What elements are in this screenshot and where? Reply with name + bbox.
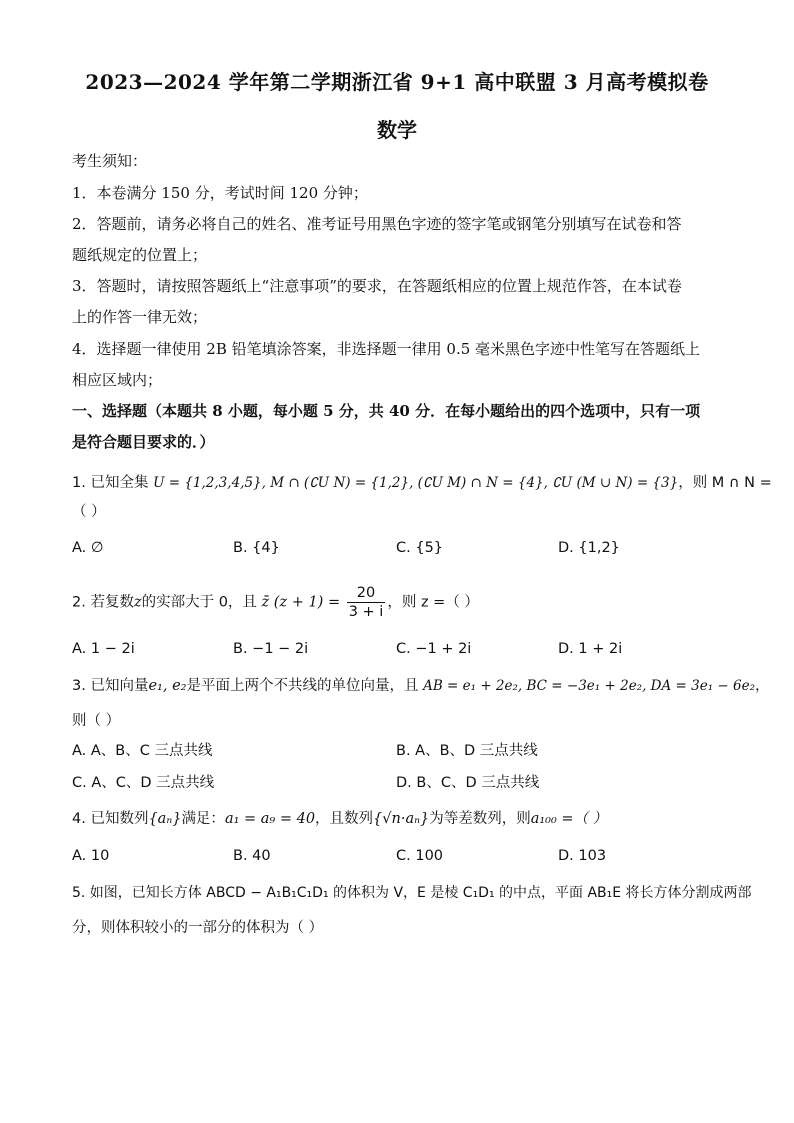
question-4-condition: a₁ = a₉ = 40	[224, 811, 316, 827]
question-1-suffix: ，则 M ∩ N =	[678, 475, 772, 491]
question-3-option-a[interactable]: A. A、B、C 三点共线	[72, 743, 213, 759]
question-4	[72, 808, 722, 830]
question-2-option-b[interactable]: B. −1 − 2i	[233, 641, 309, 657]
exam-subject: 数学	[377, 118, 417, 142]
question-4-sequence-2: {√n·aₙ}	[373, 811, 430, 827]
question-4-middle: 满足：	[181, 811, 225, 827]
question-2-option-d[interactable]: D. 1 + 2i	[558, 641, 623, 657]
notice-item-4-cont: 相应区域内；	[72, 371, 163, 389]
notice-item-3: 3．答题时，请按照答题纸上“注意事项”的要求，在答题纸相应的位置上规范作答，在本试卷	[72, 277, 682, 295]
question-1-option-a[interactable]: A. ∅	[72, 540, 104, 556]
question-4-target: a₁₀₀ =（ ）	[530, 811, 608, 827]
question-4-option-d[interactable]: D. 103	[558, 848, 607, 864]
question-3-suffix: ，	[755, 678, 770, 694]
question-1-option-c[interactable]: C. {5}	[396, 540, 444, 556]
question-2-prefix: 2. 若复数	[72, 594, 134, 611]
question-1-option-b[interactable]: B. {4}	[233, 540, 280, 556]
question-5-line-2: 分，则体积较小的一部分的体积为（ ）	[72, 920, 324, 936]
question-4-option-a[interactable]: A. 10	[72, 848, 110, 864]
question-3-option-d[interactable]: D. B、C、D 三点共线	[396, 775, 540, 791]
question-2-fraction-numerator: 20	[347, 584, 386, 603]
question-2-var: z	[133, 594, 142, 611]
exam-title: 2023—2024 学年第二学期浙江省 9+1 高中联盟 3 月高考模拟卷	[85, 70, 709, 94]
question-4-middle-2: ，且数列	[315, 811, 374, 827]
question-4-sequence: {aₙ}	[148, 811, 182, 827]
question-4-option-b[interactable]: B. 40	[233, 848, 271, 864]
question-1-prefix: 1. 已知全集	[72, 475, 149, 491]
notice-item-2: 2．答题前，请务必将自己的姓名、准考证号用黑色字迹的签字笔或钢笔分别填写在试卷和答	[72, 215, 682, 233]
question-1-option-d[interactable]: D. {1,2}	[558, 540, 620, 556]
notice-item-1: 1．本卷满分 150 分，考试时间 120 分钟；	[72, 184, 368, 202]
question-1-expression: U = {1,2,3,4,5}, M ∩ (∁U N) = {1,2}, (∁U M) ∩ N = {4}, ∁U (M ∪ N) = {3}	[153, 475, 679, 491]
question-2-lhs: z̄ (z + 1) =	[261, 594, 341, 611]
question-3-line-2: 则（ ）	[72, 713, 121, 729]
question-2-middle: 的实部大于 0，且	[141, 594, 257, 611]
question-2-suffix: ，则 z =（ ）	[387, 594, 479, 611]
question-3-option-b[interactable]: B. A、B、D 三点共线	[396, 743, 538, 759]
section-heading-cont: 是符合题目要求的．）	[72, 433, 215, 451]
question-3-expression: AB = e₁ + 2e₂, BC = −3e₁ + 2e₂, DA = 3e₁ − 6e₂	[423, 678, 756, 694]
question-2-fraction-denominator: 3 + i	[348, 604, 384, 620]
section-heading: 一、选择题（本题共 8 小题，每小题 5 分，共 40 分．在每小题给出的四个选项中，只有一项	[72, 402, 701, 420]
question-2	[72, 584, 722, 621]
question-3-vectors: e₁, e₂	[148, 678, 187, 694]
question-5: 5. 如图，已知长方体 ABCD − A₁B₁C₁D₁ 的体积为 V，E 是棱 C₁D₁ 的中点，平面 AB₁E 将长方体分割成两部	[72, 885, 752, 901]
notice-item-2-cont: 题纸规定的位置上；	[72, 246, 208, 264]
question-1	[72, 472, 772, 494]
question-2-option-c[interactable]: C. −1 + 2i	[396, 641, 472, 657]
notice-item-3-cont: 上的作答一律无效；	[72, 308, 208, 326]
question-2-option-a[interactable]: A. 1 − 2i	[72, 641, 135, 657]
question-2-fraction	[347, 584, 386, 621]
question-4-option-c[interactable]: C. 100	[396, 848, 444, 864]
question-4-suffix: 为等差数列，则	[429, 811, 531, 827]
notice-heading: 考生须知：	[72, 152, 148, 170]
question-4-prefix: 4. 已知数列	[72, 811, 149, 827]
question-1-blank: （ ）	[72, 504, 106, 520]
question-3-middle: 是平面上两个不共线的单位向量，且	[186, 678, 419, 694]
question-3	[72, 675, 770, 697]
question-3-prefix: 3. 已知向量	[72, 678, 149, 694]
notice-item-4: 4．选择题一律使用 2B 铅笔填涂答案，非选择题一律用 0.5 毫米黑色字迹中性笔写在答题纸上	[72, 340, 701, 358]
question-3-option-c[interactable]: C. A、C、D 三点共线	[72, 775, 215, 791]
